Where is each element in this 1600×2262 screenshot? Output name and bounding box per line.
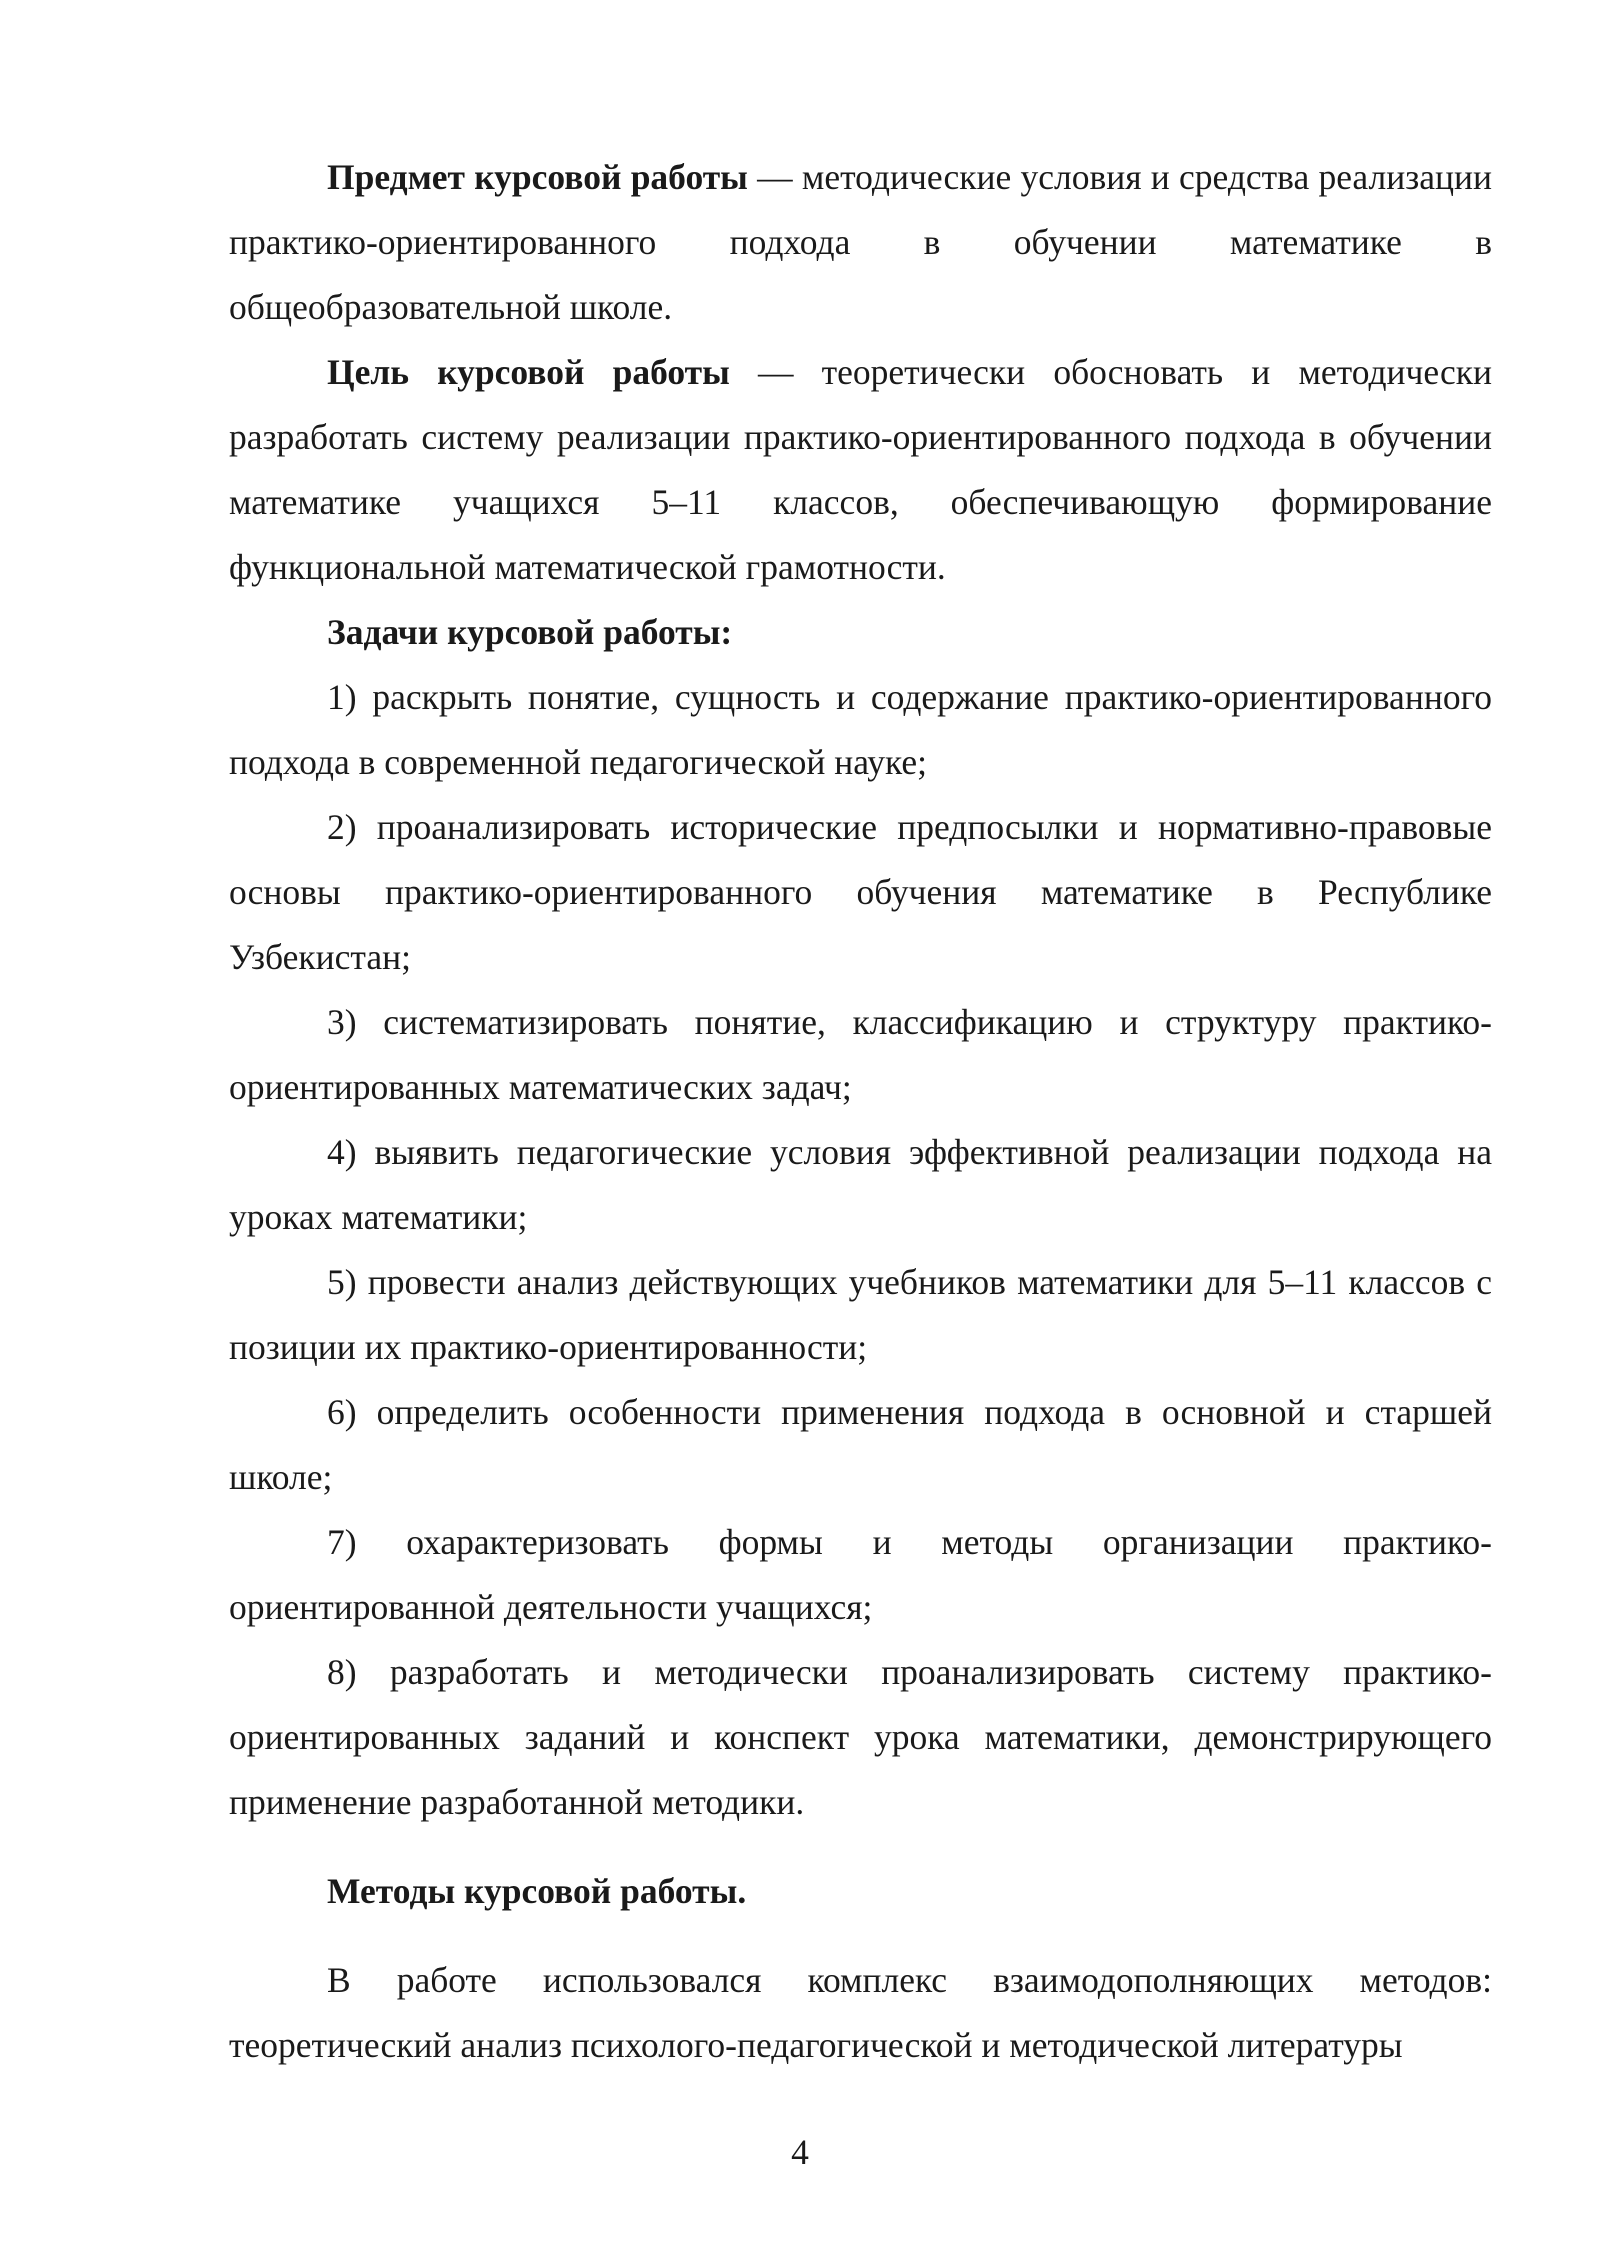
task-item: 3) систематизировать понятие, классификацию и структуру практико-ориентированных математических задач; (229, 1002, 1492, 1107)
goal-text: — теоретически обосновать и методически разработать систему реализации практико-ориентированного подхода в обучении математике учащихся 5–11 классов, обеспечивающую формирование функциональной математической грамотности. (229, 352, 1492, 587)
task-item: 7) охарактеризовать формы и методы организации практико-ориентированной деятельности учащихся; (229, 1522, 1492, 1627)
task-item: 1) раскрыть понятие, сущность и содержание практико-ориентированного подхода в современной педагогической науке; (229, 677, 1492, 782)
methods-heading: Методы курсовой работы. (327, 1871, 747, 1911)
task-item: 4) выявить педагогические условия эффективной реализации подхода на уроках математики; (229, 1132, 1492, 1237)
page-body (229, 145, 1492, 2078)
subject-label: Предмет курсовой работы (327, 157, 748, 197)
task-item: 2) проанализировать исторические предпосылки и нормативно-правовые основы практико-ориентированного обучения математике в Республике Узбекистан; (229, 807, 1492, 977)
methods-paragraph: В работе использовался комплекс взаимодополняющих методов: теоретический анализ психолого-педагогической и методической литературы (229, 1960, 1492, 2065)
task-item: 5) провести анализ действующих учебников математики для 5–11 классов с позиции их практико-ориентированности; (229, 1262, 1492, 1367)
subject-text: — методические условия и средства реализации практико-ориентированного подхода в обучении математике в общеобразовательной школе. (229, 157, 1492, 327)
goal-paragraph (229, 340, 1492, 600)
task-item: 8) разработать и методически проанализировать систему практико-ориентированных заданий и конспект урока математики, демонстрирующего применение разработанной методики. (229, 1652, 1492, 1822)
subject-paragraph (229, 145, 1492, 340)
tasks-heading: Задачи курсовой работы: (327, 612, 733, 652)
goal-label: Цель курсовой работы (327, 352, 730, 392)
task-item: 6) определить особенности применения подхода в основной и старшей школе; (229, 1392, 1492, 1497)
page-number: 4 (791, 2132, 809, 2172)
